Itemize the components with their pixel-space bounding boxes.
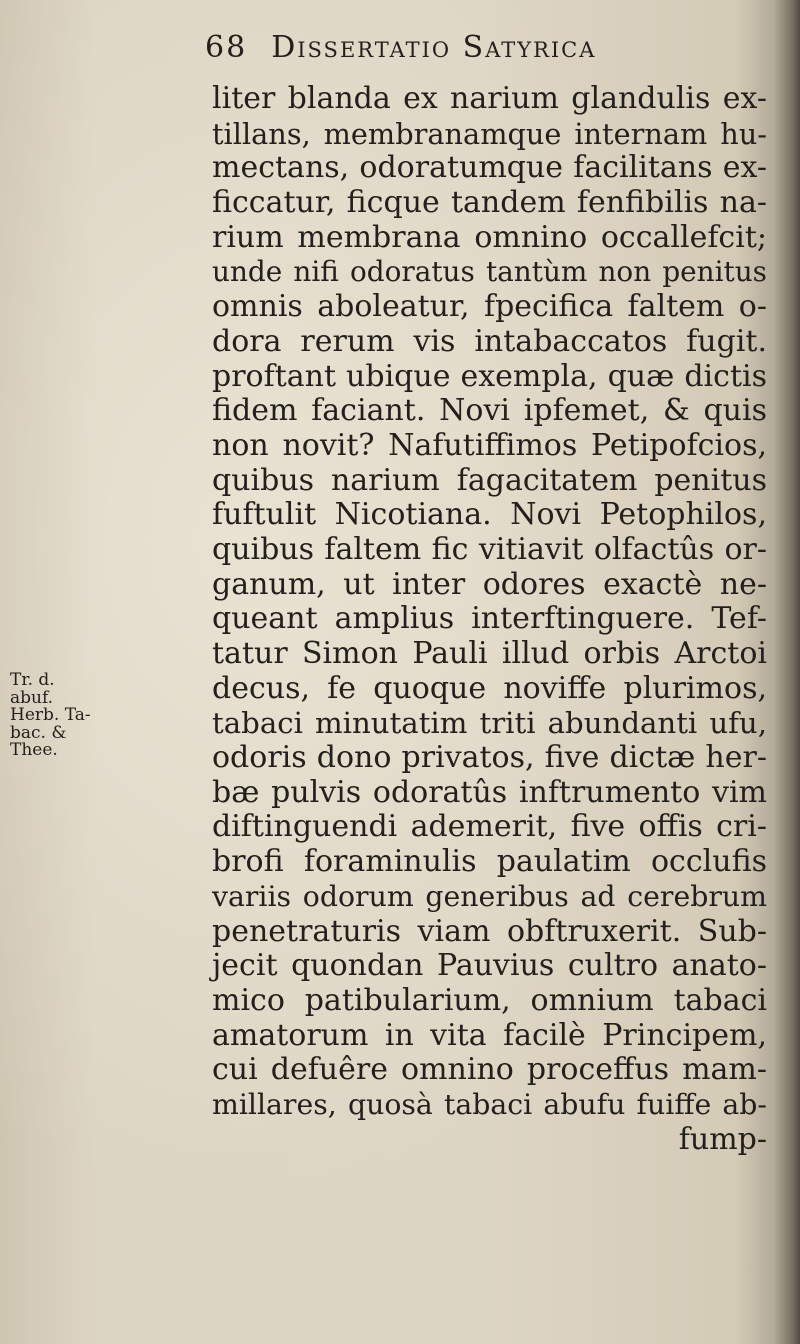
text-line: millares, quosà tabaci abufu fuiffe ab- xyxy=(212,1087,767,1121)
text-line: tillans, membranamque internam hu- xyxy=(212,116,767,151)
text-line: fidem faciant. Novi ipfemet, & quis xyxy=(212,393,767,429)
text-line: queant amplius interftinguere. Tef- xyxy=(212,601,767,637)
text-line: tabaci minutatim triti abundanti ufu, xyxy=(212,706,767,741)
text-line: unde nifi odoratus tantùm non penitus xyxy=(212,255,767,289)
text-line: variis odorum generibus ad cerebrum xyxy=(212,879,767,913)
page-edge-shadow xyxy=(774,0,800,1344)
text-line: tatur Simon Pauli illud orbis Arctoi xyxy=(212,636,767,671)
catchword: fump- xyxy=(678,1121,767,1157)
text-line: mectans, odoratumque facilitans ex- xyxy=(212,150,767,186)
running-header xyxy=(205,30,596,65)
margin-note-line: abuf. xyxy=(10,687,54,708)
text-line: penetraturis viam obftruxerit. Sub- xyxy=(212,913,767,949)
text-line: brofi foraminulis paulatim occlufis xyxy=(212,844,767,880)
body-text xyxy=(212,82,767,1157)
text-line: proftant ubique exempla, quæ dictis xyxy=(212,358,767,394)
text-line: odoris dono privatos, five dictæ her- xyxy=(212,740,767,776)
margin-note-line: Herb. Ta- xyxy=(10,705,91,725)
text-line: non novit? Nafutiffimos Petipofcios, xyxy=(212,427,767,463)
text-line: jecit quondan Pauvius cultro anato- xyxy=(212,948,767,984)
text-line: dora rerum vis intabaccatos fugit. xyxy=(212,323,767,359)
text-line: decus, fe quoque noviffe plurimos, xyxy=(212,670,767,706)
text-line: omnis aboleatur, fpecifica faltem o- xyxy=(212,289,767,325)
text-line: ganum, ut inter odores exactè ne- xyxy=(212,566,767,602)
text-line: amatorum in vita facilè Principem, xyxy=(212,1017,767,1053)
text-line: liter blanda ex narium glandulis ex- xyxy=(212,81,767,116)
running-title: Dissertatio Satyrica xyxy=(271,30,597,65)
margin-note-line: Thee. xyxy=(10,740,58,760)
text-line: mico patibularium, omnium tabaci xyxy=(212,982,767,1018)
text-line: ficcatur, ficque tandem fenfibilis na- xyxy=(212,185,767,221)
text-line: bæ pulvis odoratûs inftrumento vim xyxy=(212,774,767,810)
text-line: cui defuêre omnino proceffus mam- xyxy=(212,1052,767,1088)
text-line: diftinguendi ademerit, five offis cri- xyxy=(212,809,767,845)
margin-note-line: Tr. d. xyxy=(10,670,55,690)
text-line: rium membrana omnino occallefcit; xyxy=(212,219,767,255)
page-number: 68 xyxy=(205,30,248,65)
text-line: quibus faltem fic vitiavit olfactûs or- xyxy=(212,531,767,567)
margin-note-line: bac. & xyxy=(10,722,67,743)
text-line: quibus narium fagacitatem penitus xyxy=(212,462,767,498)
text-line: fuftulit Nicotiana. Novi Petophilos, xyxy=(212,497,767,533)
margin-note xyxy=(10,672,105,760)
